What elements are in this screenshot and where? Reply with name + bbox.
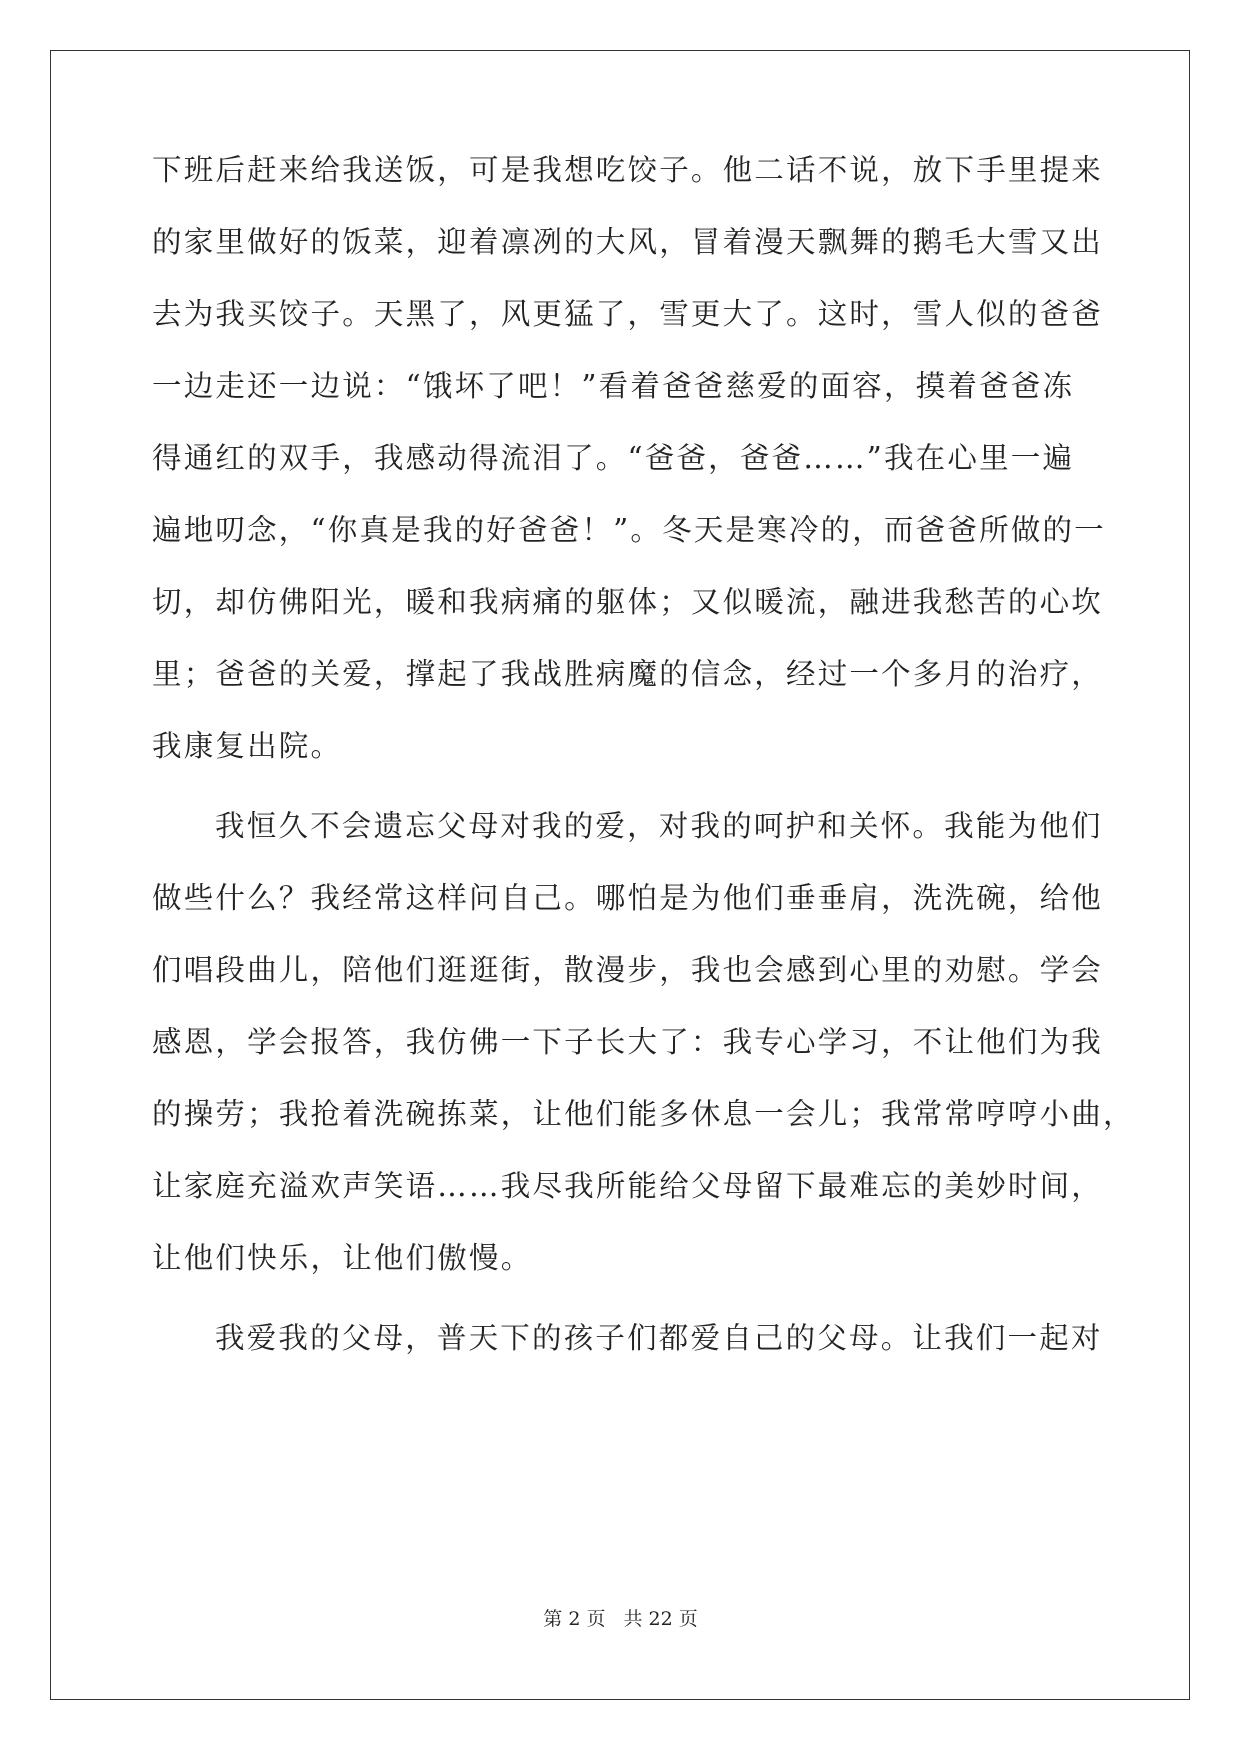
text-line: 做些什么？我经常这样问自己。哪怕是为他们垂垂肩，洗洗碗，给他 <box>152 881 1104 915</box>
paragraph-start-line: 我恒久不会遗忘父母对我的爱，对我的呵护和关怀。我能为他们 <box>215 809 1103 843</box>
text-line: 去为我买饺子。天黑了，风更猛了，雪更大了。这时，雪人似的爸爸 <box>152 297 1104 331</box>
text-line: 们唱段曲儿，陪他们逛逛街，散漫步，我也会感到心里的劝慰。学会 <box>152 953 1104 987</box>
page-number: 第 2 页 <box>543 1608 606 1630</box>
text-line: 里；爸爸的关爱，撑起了我战胜病魔的信念，经过一个多月的治疗， <box>152 657 1104 691</box>
page-total: 共 22 页 <box>623 1608 698 1630</box>
text-line: 得通红的双手，我感动得流泪了。“爸爸，爸爸……”我在心里一遍 <box>152 441 1075 475</box>
text-line: 遍地叨念，“你真是我的好爸爸！”。冬天是寒冷的，而爸爸所做的一 <box>152 513 1106 547</box>
text-line: 的操劳；我抢着洗碗拣菜，让他们能多休息一会儿；我常常哼哼小曲， <box>152 1097 1135 1131</box>
page-footer <box>0 1604 1241 1631</box>
text-line: 切，却仿佛阳光，暖和我病痛的躯体；又似暖流，融进我愁苦的心坎 <box>152 585 1104 619</box>
text-line: 感恩，学会报答，我仿佛一下子长大了：我专心学习，不让他们为我 <box>152 1025 1104 1059</box>
text-line: 让家庭充溢欢声笑语……我尽我所能给父母留下最难忘的美妙时间， <box>152 1169 1104 1203</box>
text-line: 让他们快乐，让他们傲慢。 <box>152 1241 533 1275</box>
text-line: 我康复出院。 <box>152 729 343 763</box>
text-line: 的家里做好的饭菜，迎着凛冽的大风，冒着漫天飘舞的鹅毛大雪又出 <box>152 225 1104 259</box>
text-line: 一边走还一边说：“饿坏了吧！”看着爸爸慈爱的面容，摸着爸爸冻 <box>152 369 1075 403</box>
text-line: 下班后赶来给我送饭，可是我想吃饺子。他二话不说，放下手里提来 <box>152 153 1104 187</box>
paragraph-start-line: 我爱我的父母，普天下的孩子们都爱自己的父母。让我们一起对 <box>215 1321 1103 1355</box>
